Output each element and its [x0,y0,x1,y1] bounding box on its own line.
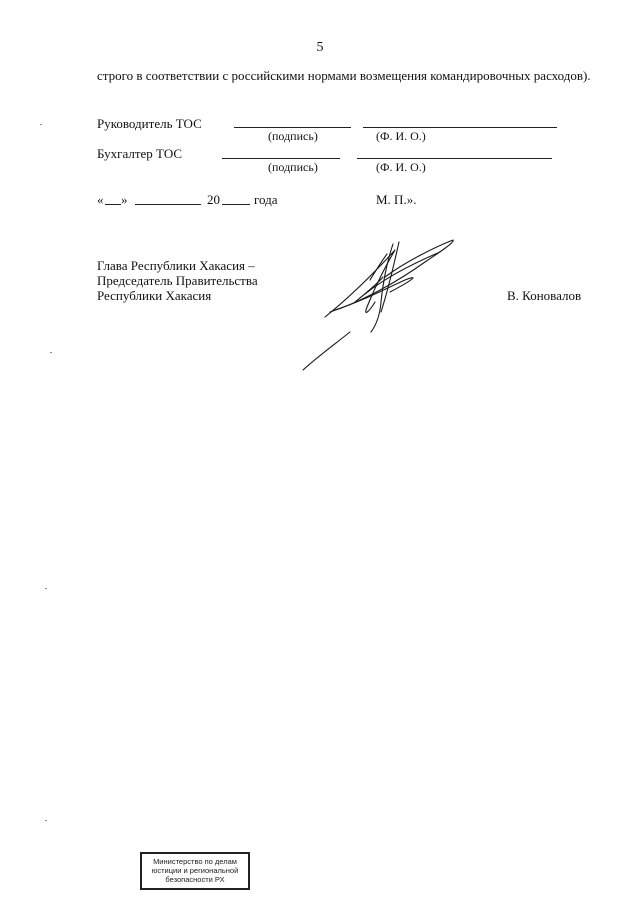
date-year-line [222,204,250,205]
signatory-title-line1: Глава Республики Хакасия – [97,258,255,273]
date-day-line [105,204,121,205]
year-prefix: 20 [207,192,220,207]
stamp-line1: Министерство по делам [153,857,237,866]
accountant-signature-line [222,158,340,159]
stamp-line3: безопасности РХ [165,875,225,884]
accountant-name-line [357,158,552,159]
accountant-signature-caption: (подпись) [268,160,318,174]
page-number: 5 [316,40,324,55]
accountant-name-caption: (Ф. И. О.) [376,160,426,174]
signatory-name: В. Коновалов [507,288,582,303]
signatory-title-line3: Республики Хакасия [97,288,212,303]
head-name-line [363,127,557,128]
margin-mark [40,124,42,125]
date-month-line [135,204,201,205]
stamp-line2: юстиции и региональной [151,866,239,875]
margin-mark [45,820,47,821]
head-name-caption: (Ф. И. О.) [376,129,426,143]
head-label: Руководитель ТОС [97,116,202,131]
date-close-quote: » [121,192,128,207]
handwritten-signature [295,232,470,372]
head-signature-line [234,127,351,128]
signatory-title-line2: Председатель Правительства [97,273,258,288]
date-open-quote: « [97,192,104,207]
closing-paragraph: строго в соответствии с российскими нормами возмещения командировочных расходов). [97,68,591,83]
margin-mark [50,352,52,353]
registration-stamp [140,852,250,890]
margin-mark [45,588,47,589]
accountant-label: Бухгалтер ТОС [97,146,183,161]
year-suffix: года [254,192,278,207]
head-signature-caption: (подпись) [268,129,318,143]
seal-place: М. П.». [376,192,417,207]
